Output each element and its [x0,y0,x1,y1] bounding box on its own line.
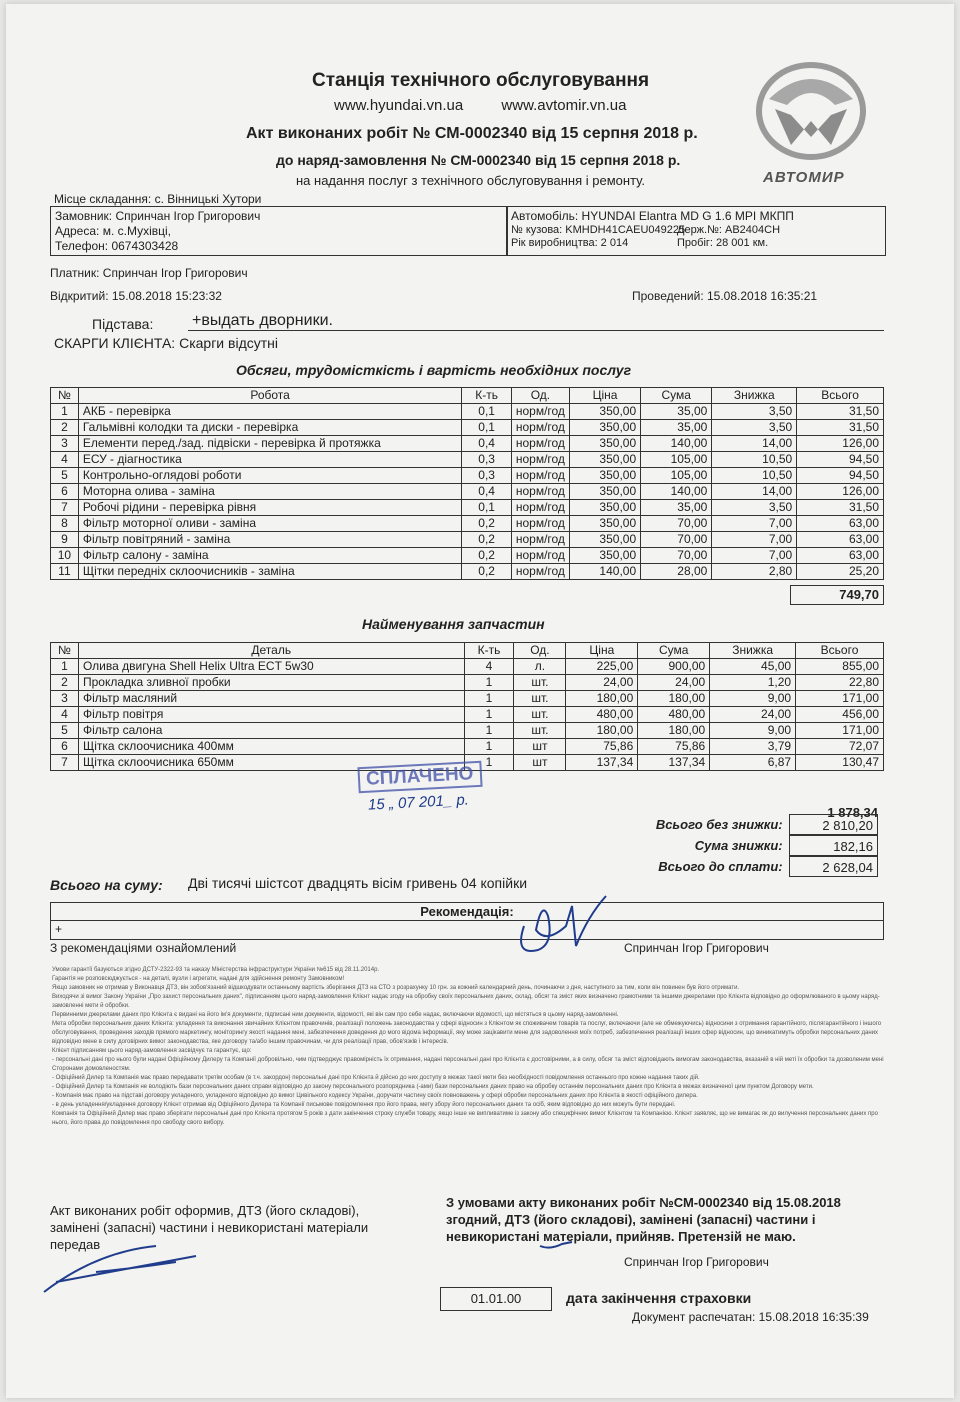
service-cell: 4 [51,452,79,468]
executor-signature [36,1232,316,1302]
service-cell: Контрольно-оглядові роботи [78,468,462,484]
part-cell: Щітка склоочисника 400мм [78,739,464,755]
service-cell: норм/год [511,468,569,484]
service-cell: 350,00 [569,516,640,532]
service-cell: Щітки передніх склоочисників - заміна [78,564,462,580]
service-cell: 0,1 [462,420,511,436]
service-cell: 94,50 [797,468,884,484]
paid-stamp: СПЛАЧЕНО [357,761,482,793]
fine-print-paragraph: Мета обробки персональних даних Клієнта: укладення та виконання звичайних Клієнтом правочинів, реалізації положень законодавства у сфері відносин з Клієнтом як споживачем товарів та послуг, включаючи (але не обмежуючись) відносини з отримання гарантійного, післягарантійного і іншого обслуговування, проведення заходів прямого маркетингу, моніторингу якості надання мені, забезпечення доведення до мого відома інформації, яку може зацікавити мене для задоволення моїх потреб, забезпечення реалізації інших сфер відносин, що виникатимуть обробки персональних даних відповідно мене в силу договірних вимог законодавства, яке договору та/або іншим правочинам, чи для реалізації прав, обов'язків і інтересів. [52,1021,882,1045]
service-header-cell: Од. [511,388,569,404]
service-cell: 1 [51,404,79,420]
service-cell: 126,00 [797,484,884,500]
fine-print-paragraph: Гарантія не розповсюджується - на деталі, вузли і агрегати, надані для здійснення ремонту Замовником! [52,976,345,982]
service-cell: 140,00 [641,436,712,452]
services-table [50,387,884,580]
service-cell: 140,00 [641,484,712,500]
website-hyundai: www.hyundai.vn.ua [334,97,464,114]
service-header-cell: Сума [641,388,712,404]
service-cell: 126,00 [797,436,884,452]
part-cell: 900,00 [638,659,710,675]
fine-print-paragraph: Компанія та Офіційний Дилер має право зберігати персональні дані про Клієнта протягом 5 років з дати закінчення строку служби товару, якщо інше не випливатиме із закону або специфічних вимог Клієнтом та Компанією. Клієнт заявляє, що не вимагає як до вилучення персональних даних про нього, його права до повідомлення про свободу свого вибору. [52,1111,878,1126]
service-cell: 7 [51,500,79,516]
part-row [51,675,884,691]
fine-print-paragraph: - Офіційний Дилер та Компанія має право передавати третім особам (в т.ч. закордон) персональні дані про Клієнта й дійсно до них доступу в межах такої мети без необхідності повідомлення останнього про кожне надання таких дій. [52,1075,700,1081]
service-cell: 2 [51,420,79,436]
service-cell: 63,00 [797,532,884,548]
opened-time: Відкритий: 15.08.2018 15:23:32 [50,289,222,303]
service-cell: 3,50 [712,420,797,436]
vehicle-model: Автомобіль: HYUNDAI Elantra MD G 1.6 MPI МКПП [511,209,794,223]
service-cell: 350,00 [569,420,640,436]
part-cell: 180,00 [566,723,638,739]
part-header-cell: Деталь [78,643,464,659]
summary-block [606,814,878,877]
part-cell: Фільтр повітря [78,707,464,723]
part-header-cell: Ціна [566,643,638,659]
service-cell: норм/год [511,484,569,500]
service-cell: 94,50 [797,452,884,468]
total-no-discount-value: 2 810,20 [789,814,878,835]
part-cell: 171,00 [796,691,884,707]
completed-time: Проведений: 15.08.2018 16:35:21 [632,289,818,303]
part-cell: 225,00 [566,659,638,675]
part-cell: 24,00 [710,707,796,723]
part-cell: шт [514,739,566,755]
part-header-cell: Сума [638,643,710,659]
part-cell: шт. [514,723,566,739]
service-cell: Гальмівні колодки та диски - перевірка [78,420,462,436]
service-cell: 350,00 [569,484,640,500]
purpose-line: на надання послуг з технічного обслуговування і ремонту. [296,173,645,188]
service-cell: 7,00 [712,548,797,564]
service-cell: 0,1 [462,404,511,420]
service-cell: норм/год [511,500,569,516]
fine-print-paragraph: Первинними джерелами даних про Клієнта є видані на його ім'я документи, підписані ним документи, відомості, які він сам про себе надає, включаючи відомості, що містяться в цьому наряд-замовленні. [52,1012,619,1018]
part-row [51,723,884,739]
part-cell: 24,00 [566,675,638,691]
fine-print-paragraph: - в день укладення/укладення договору Клієнт отримав від Офіційного Дилера та Компанії письмове повідомлення про його права, мету збору його персональних даних та осіб, яким відповідно до них можуть бути передані. [52,1102,676,1108]
basis-underline [188,330,884,331]
part-cell: 1,20 [710,675,796,691]
service-cell: 70,00 [641,516,712,532]
part-cell: 6,87 [710,755,796,771]
service-cell: норм/год [511,452,569,468]
service-cell: 10 [51,548,79,564]
parts-title: Найменування запчастин [362,616,545,632]
insurance-date: 01.01.00 [440,1287,552,1311]
sum-words-label: Всього на суму: [50,877,163,893]
document-page [6,4,954,1398]
websites [334,97,660,114]
part-cell: 75,86 [566,739,638,755]
part-cell: 75,86 [638,739,710,755]
fine-print-paragraph: Якщо замовник не отримав у Виконавця ДТЗ, він зобов'язаний відшкодувати останньому вартість зберігання ДТЗ на СТО з розрахунку 10 грн. за кожний календарний день, починаючи з дня, наступного за тим, коли він повинен був його отримати. [52,985,740,991]
part-cell: 6 [51,739,79,755]
part-cell: 1 [464,675,514,691]
part-cell: 1 [464,739,514,755]
bottom-signer: Спринчан Ігор Григорович [624,1255,769,1269]
service-cell: ЕСУ - діагностика [78,452,462,468]
service-header-cell: № [51,388,79,404]
part-cell: 22,80 [796,675,884,691]
service-cell: 7,00 [712,516,797,532]
vehicle-vin: № кузова: KMHDH41CAEU049225 [511,224,686,236]
service-cell: норм/год [511,564,569,580]
service-row [51,468,884,484]
part-cell: 45,00 [710,659,796,675]
fine-print-paragraph: - персональні дані про нього були надані Офіційному Дилеру та Компанії добровільно, чим підтверджує правомірність їх отримання, надані персональні дані про Клієнта є достовірними, а в силу, обсяг та зміст відповідають вимогам законодавства, вказаній в ній меті їх обробки та дозволеним мені Сторонами домовленостям. [52,1057,884,1072]
part-cell: 130,47 [796,755,884,771]
customer-signature-1 [506,886,616,966]
service-cell: 2,80 [712,564,797,580]
services-total: 749,70 [790,585,884,605]
service-cell: 35,00 [641,420,712,436]
part-cell: 137,34 [638,755,710,771]
service-cell: 70,00 [641,532,712,548]
part-cell: 1 [51,659,79,675]
service-cell: 105,00 [641,468,712,484]
service-cell: 6 [51,484,79,500]
service-cell: норм/год [511,436,569,452]
service-cell: 350,00 [569,452,640,468]
service-cell: 350,00 [569,500,640,516]
service-cell: норм/год [511,404,569,420]
service-cell: АКБ - перевірка [78,404,462,420]
discount-label: Сума знижки: [694,838,783,853]
service-cell: 350,00 [569,436,640,452]
service-cell: 0,4 [462,436,511,452]
vehicle-year: Рік виробництва: 2 014 [511,237,629,249]
vehicle-box [506,206,886,256]
part-row [51,707,884,723]
part-cell: 1 [464,755,514,771]
recommendation-acquainted: З рекомендаціями ознайомлений [50,941,237,955]
service-cell: норм/год [511,548,569,564]
part-cell: 180,00 [638,691,710,707]
fine-print-paragraph: Виходячи зі вимог Закону України „Про захист персональних даних", підписанням цього наряд-замовлення Клієнт надає згоду на обробку своїх персональних даних, склад, обсяг та зміст яких визначено грамотними та іншими джерелами про Клієнта відповідно до оформлюваного в цьому наряд-замовленні мети й обробки. [52,994,880,1009]
service-cell: 31,50 [797,500,884,516]
service-header-cell: Ціна [569,388,640,404]
service-row [51,532,884,548]
part-cell: 24,00 [638,675,710,691]
customer-box [50,206,508,256]
service-cell: 0,4 [462,484,511,500]
service-cell: норм/год [511,532,569,548]
part-cell: 137,34 [566,755,638,771]
part-cell: Фільтр салона [78,723,464,739]
executor-statement: Акт виконаних робіт оформив, ДТЗ (його складові), замінені (запасні) частини і невикористані матеріали передав [50,1203,369,1252]
service-cell: Елементи перед./зад. підвіски - перевірка й протяжка [78,436,462,452]
service-row [51,548,884,564]
part-cell: 5 [51,723,79,739]
service-cell: 350,00 [569,532,640,548]
part-header-cell: Всього [796,643,884,659]
part-cell: 3 [51,691,79,707]
service-cell: 25,20 [797,564,884,580]
part-cell: 9,00 [710,723,796,739]
part-cell: 2 [51,675,79,691]
part-header-cell: № [51,643,79,659]
fine-print-paragraph: Клієнт підписанням цього наряд-замовлення засвідчує та гарантує, що: [52,1048,252,1054]
parts-table [50,642,884,771]
service-header-cell: Всього [797,388,884,404]
service-cell: 31,50 [797,404,884,420]
client-complaints: СКАРГИ КЛІЄНТА: Скарги відсутні [54,335,278,351]
service-cell: 9 [51,532,79,548]
part-cell: 72,07 [796,739,884,755]
service-cell: Робочі рідини - перевірка рівня [78,500,462,516]
avtomir-logo-icon [751,59,871,169]
service-cell: 8 [51,516,79,532]
place-of-compilation: Місце складання: с. Вінницькі Хутори [54,192,262,206]
order-title: до наряд-замовлення № СМ-0002340 від 15 серпня 2018 р. [276,152,681,168]
service-cell: 105,00 [641,452,712,468]
part-header-cell: К-ть [464,643,514,659]
part-row [51,659,884,675]
service-cell: 140,00 [569,564,640,580]
part-cell: 456,00 [796,707,884,723]
customer-name: Замовник: Спринчан Ігор Григорович [55,209,261,223]
service-row [51,452,884,468]
avtomir-logo [751,59,871,194]
service-row [51,404,884,420]
payer: Платник: Спринчан Ігор Григорович [50,266,248,280]
service-cell: 0,2 [462,532,511,548]
service-cell: 11 [51,564,79,580]
part-cell: 180,00 [638,723,710,739]
sum-words: Дві тисячі шістсот двадцять вісім гривень 04 копійки [188,875,528,891]
part-cell: Фільтр масляний [78,691,464,707]
service-row [51,484,884,500]
part-cell: 4 [51,707,79,723]
service-header-cell: Робота [78,388,462,404]
website-avtomir: www.avtomir.vn.ua [501,97,627,114]
service-cell: 3,50 [712,500,797,516]
service-cell: 0,2 [462,548,511,564]
service-header-cell: Знижка [712,388,797,404]
print-timestamp: Документ распечатан: 15.08.2018 16:35:39 [632,1310,869,1324]
part-cell: 9,00 [710,691,796,707]
service-cell: 63,00 [797,548,884,564]
basis-value: +выдать дворники. [192,312,333,329]
act-title: Акт виконаних робіт № СМ-0002340 від 15 серпня 2018 р. [246,125,698,142]
service-cell: 0,3 [462,452,511,468]
service-cell: 10,50 [712,468,797,484]
customer-statement: З умовами акту виконаних робіт №СМ-0002340 від 15.08.2018 згодний, ДТЗ (його складові), замінені (запасні) частини і невикористані матеріали, прийняв. Претензій не маю. [446,1195,841,1244]
logo-text: АВТОМИР [763,169,845,186]
part-cell: 1 [464,691,514,707]
part-cell: 7 [51,755,79,771]
service-cell: 0,3 [462,468,511,484]
parts-header-row [51,643,884,659]
service-cell: 35,00 [641,404,712,420]
parts-total: 1 878,34 [827,805,878,820]
services-title: Обсяги, трудомісткість і вартість необхідних послуг [236,362,632,378]
total-to-pay-label: Всього до сплати: [658,859,783,874]
recommendation-signer: Спринчан Ігор Григорович [624,941,769,955]
service-row [51,500,884,516]
service-cell: 0,2 [462,516,511,532]
service-cell: 35,00 [641,500,712,516]
fine-print-paragraph: Умови гарантії базуються згідно ДСТУ-2322-93 та наказу Міністерства інфраструктури України №615 від 28.11.2014р. [52,967,380,973]
vehicle-plate: Держ.№: АВ2404СН [677,224,781,236]
recommendation-title: Рекомендація: [51,903,883,921]
part-cell: 480,00 [638,707,710,723]
service-cell: 14,00 [712,484,797,500]
part-row [51,739,884,755]
fine-print-paragraph: - Офіційний Дилер та Компанія не володіють бази персональних даних справи відповідно до закону персонального розпорядника (-ами) бази персональних даних право на обробку останнім персональних даних про Клієнта в межах визначеної цим пунктом Договору мети. [52,1084,814,1090]
service-cell: 3,50 [712,404,797,420]
part-cell: 1 [464,707,514,723]
customer-address: Адреса: м. с.Мухівці, [55,224,171,238]
service-cell: 350,00 [569,404,640,420]
part-header-cell: Од. [514,643,566,659]
recommendation-box [50,902,884,940]
part-cell: Олива двигуна Shell Helix Ultra ECT 5w30 [78,659,464,675]
discount-value: 182,16 [789,835,878,856]
part-cell: Щітка склоочисника 650мм [78,755,464,771]
service-cell: 5 [51,468,79,484]
service-cell: 31,50 [797,420,884,436]
insurance-label: дата закінчення страховки [566,1290,752,1306]
recommendation-plus: + [55,922,63,936]
fine-print-paragraph: - Компанія має право на підставі договору укладеного, укладеного відповідно до вимог Цивільного кодексу України, доручати частину своїх повноважень у сфері обробки персональних даних про Клієнта в якості офіційного дилера. [52,1093,698,1099]
services-header-row [51,388,884,404]
service-cell: Фільтр повітряний - заміна [78,532,462,548]
station-title: Станція технічного обслуговування [312,70,650,91]
fine-print [52,966,884,1128]
vehicle-mileage: Пробіг: 28 001 км. [677,237,769,249]
service-cell: Моторна олива - заміна [78,484,462,500]
total-to-pay-value: 2 628,04 [789,856,878,877]
service-row [51,516,884,532]
service-header-cell: К-ть [462,388,511,404]
part-cell: шт. [514,675,566,691]
service-row [51,420,884,436]
part-cell: л. [514,659,566,675]
service-cell: 10,50 [712,452,797,468]
part-cell: 180,00 [566,691,638,707]
customer-phone: Телефон: 0674303428 [55,239,179,253]
total-no-discount-label: Всього без знижки: [655,817,783,832]
part-cell: 4 [464,659,514,675]
service-cell: Фільтр моторної оливи - заміна [78,516,462,532]
paid-stamp-date: 15 „ 07 201_ р. [367,791,470,814]
service-cell: 7,00 [712,532,797,548]
part-row [51,691,884,707]
part-cell: шт. [514,707,566,723]
service-cell: норм/год [511,516,569,532]
part-cell: 171,00 [796,723,884,739]
basis-label: Підстава: [92,316,154,332]
service-row [51,564,884,580]
part-cell: 3,79 [710,739,796,755]
part-cell: 1 [464,723,514,739]
part-header-cell: Знижка [710,643,796,659]
service-cell: 28,00 [641,564,712,580]
service-cell: 70,00 [641,548,712,564]
part-cell: 855,00 [796,659,884,675]
service-row [51,436,884,452]
part-cell: шт [514,755,566,771]
service-cell: Фільтр салону - заміна [78,548,462,564]
service-cell: 350,00 [569,548,640,564]
part-cell: 480,00 [566,707,638,723]
service-cell: 14,00 [712,436,797,452]
service-cell: норм/год [511,420,569,436]
part-cell: шт. [514,691,566,707]
service-cell: 0,2 [462,564,511,580]
service-cell: 0,1 [462,500,511,516]
service-cell: 350,00 [569,468,640,484]
customer-signature-2 [536,1238,576,1252]
service-cell: 63,00 [797,516,884,532]
part-cell: Прокладка зливної пробки [78,675,464,691]
service-cell: 3 [51,436,79,452]
